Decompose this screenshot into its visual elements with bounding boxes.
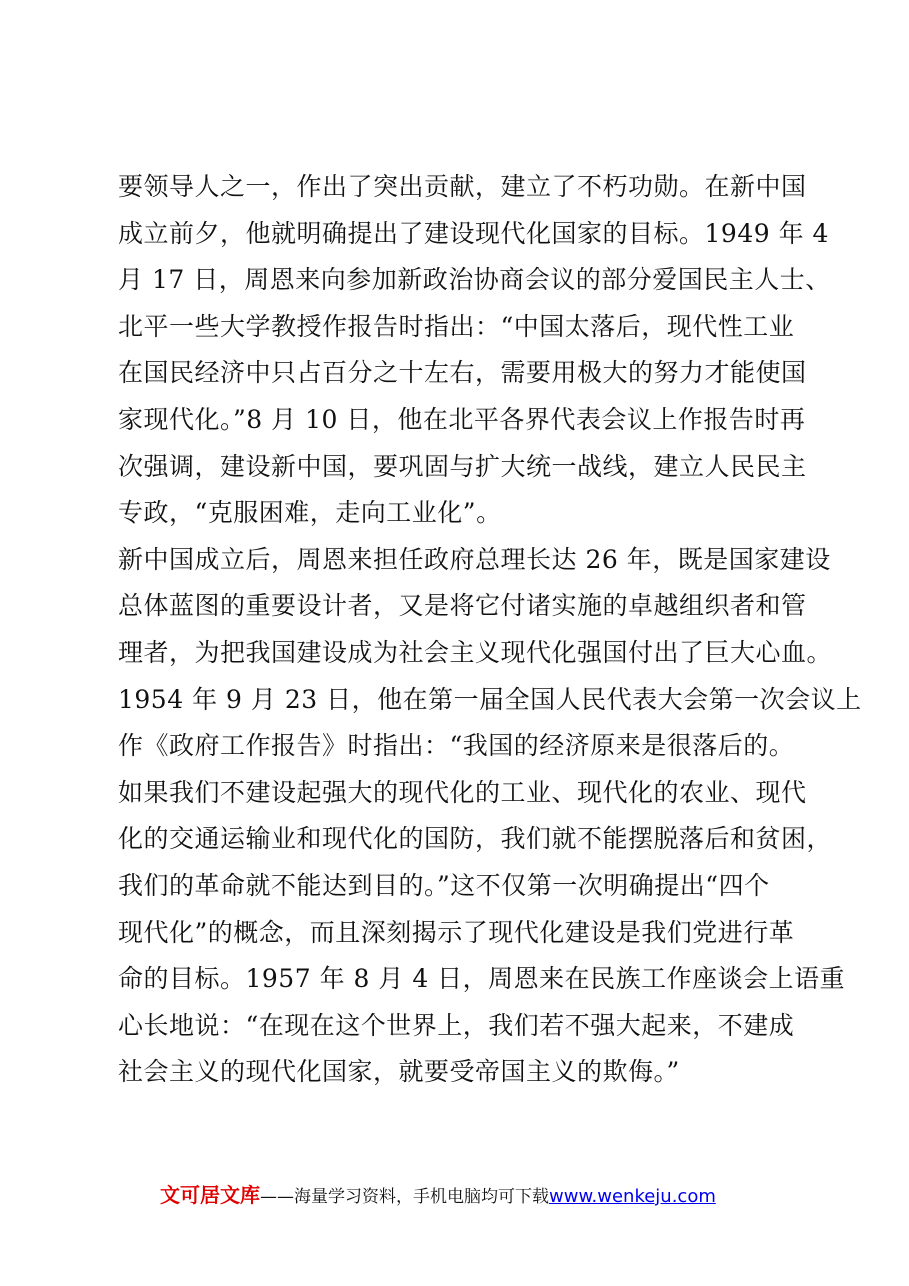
text-line: 我们的革命就不能达到目的。”这不仅第一次明确提出“四个 — [118, 870, 770, 900]
text-line: 1954 年 9 月 23 日，他在第一届全国人民代表大会第一次会议上 — [118, 684, 862, 714]
footer-tagline: ——海量学习资料，手机电脑均可下载 — [260, 1187, 549, 1207]
text-line: 化的交通运输业和现代化的国防，我们就不能摆脱落后和贫困， — [118, 824, 833, 854]
text-line: 现代化”的概念，而且深刻揭示了现代化建设是我们党进行革 — [118, 917, 795, 947]
text-line: 总体蓝图的重要设计者，又是将它付诸实施的卓越组织者和管 — [118, 591, 807, 621]
text-line: 理者，为把我国建设成为社会主义现代化强国付出了巨大心血。 — [118, 637, 833, 667]
text-line: 专政，“克服困难，走向工业化”。 — [118, 498, 502, 528]
text-line: 家现代化。”8 月 10 日，他在北平各界代表会议上作报告时再 — [118, 404, 806, 434]
text-line: 成立前夕，他就明确提出了建设现代化国家的目标。1949 年 4 — [118, 218, 829, 248]
text-line: 作《政府工作报告》时指出：“我国的经济原来是很落后的。 — [118, 731, 795, 761]
text-line: 月 17 日，周恩来向参加新政治协商会议的部分爱国民主人士、 — [118, 265, 831, 295]
footer-brand: 文可居文库 — [160, 1183, 260, 1207]
page-footer — [160, 1178, 716, 1212]
text-line: 次强调，建设新中国，要巩固与扩大统一战线，建立人民民主 — [118, 451, 807, 481]
text-line: 北平一些大学教授作报告时指出：“中国太落后，现代性工业 — [118, 311, 795, 341]
footer-website-link[interactable]: www.wenkeju.com — [549, 1186, 716, 1207]
text-line: 在国民经济中只占百分之十左右，需要用极大的努力才能使国 — [118, 358, 807, 388]
text-line: 命的目标。1957 年 8 月 4 日，周恩来在民族工作座谈会上语重 — [118, 964, 846, 994]
text-line: 新中国成立后，周恩来担任政府总理长达 26 年，既是国家建设 — [118, 544, 831, 574]
text-line: 社会主义的现代化国家，就要受帝国主义的欺侮。” — [118, 1057, 680, 1087]
document-body — [118, 164, 862, 1096]
text-line: 如果我们不建设起强大的现代化的工业、现代化的农业、现代 — [118, 777, 807, 807]
text-line: 心长地说：“在现在这个世界上，我们若不强大起来，不建成 — [118, 1010, 795, 1040]
text-line: 要领导人之一，作出了突出贡献，建立了不朽功勋。在新中国 — [118, 172, 807, 201]
